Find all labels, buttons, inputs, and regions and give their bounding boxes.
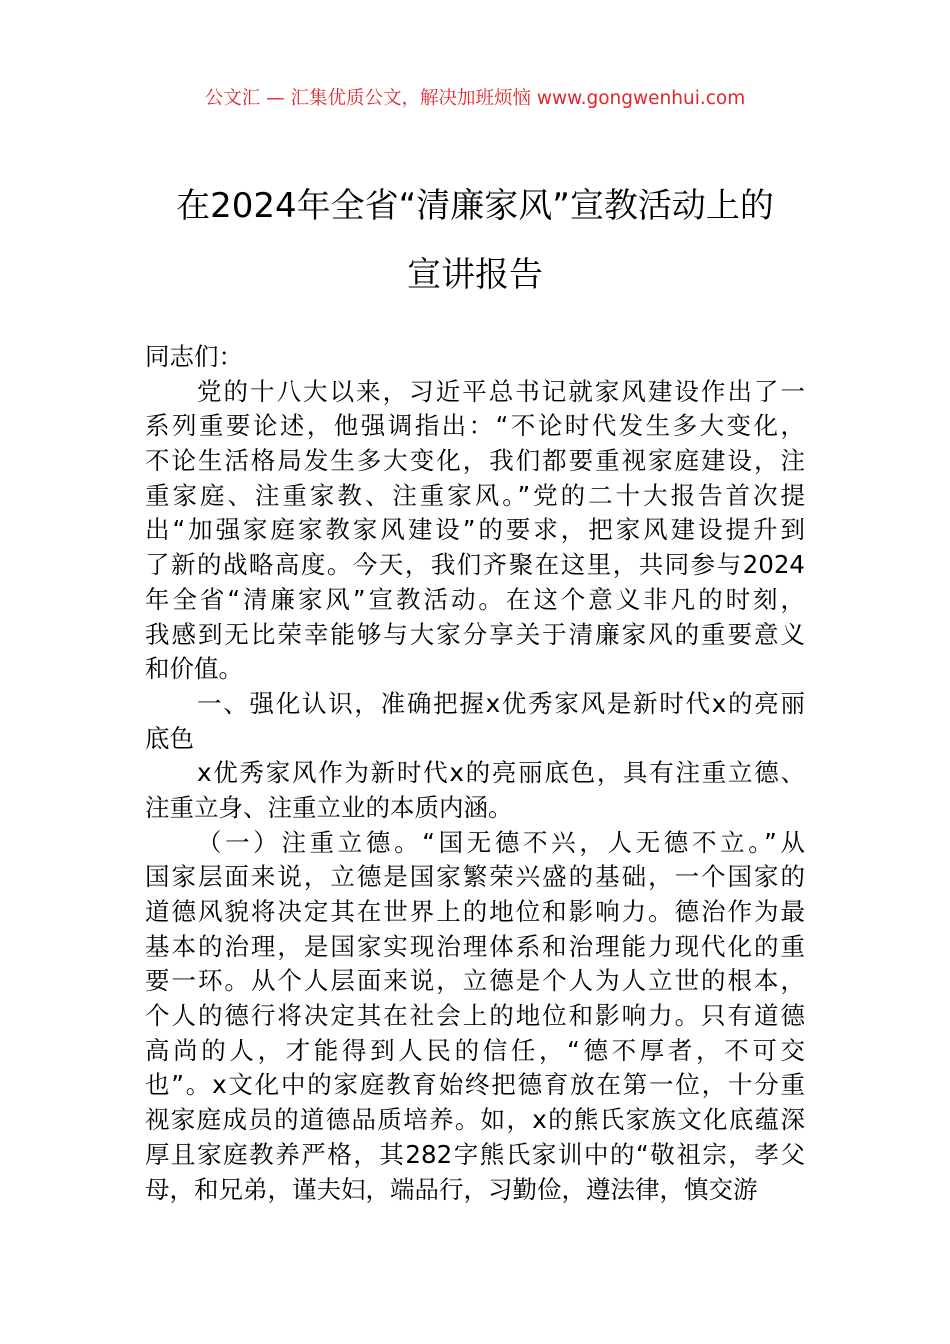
document-title [0,172,950,310]
text-line: 同志们： [145,342,243,371]
title-line: 在2024年全省“清廉家风”宣教活动上的 [176,186,774,226]
text-line: 和价值。 [145,654,243,684]
text-line: （一）注重立德。“国无德不兴，人无德不立。”从 [197,827,805,857]
text-line: 国家层面来说，立德是国家繁荣兴盛的基础，一个国家的 [145,862,805,892]
text-line: 高尚的人，才能得到人民的信任，“德不厚者，不可交 [145,1035,805,1065]
text-line: 道德风貌将决定其在世界上的地位和影响力。德治作为最 [145,897,805,926]
text-line: 厚且家庭教养严格，其282字熊氏家训中的“敬祖宗，孝父 [145,1139,805,1169]
watermark-header: 公文汇 — 汇集优质公文，解决加班烦恼 www.gongwenhui.com [204,88,746,109]
document-body [145,340,805,1207]
paragraph [145,756,805,825]
text-line: 了新的战略高度。今天，我们齐聚在这里，共同参与2024 [145,550,805,580]
text-line: 视家庭成员的道德品质培养。如，x的熊氏家族文化底蕴深 [145,1105,805,1135]
text-line: 不论生活格局发生多大变化，我们都要重视家庭建设，注 [145,446,805,476]
text-line: 要一环。从个人层面来说，立德是个人为人立世的根本， [145,966,805,996]
text-line: 出“加强家庭家教家风建设”的要求，把家风建设提升到 [145,515,805,545]
text-line: 母，和兄弟，谨夫妇，端品行，习勤俭，遵法律，慎交游 [145,1174,758,1204]
text-line: 注重立身、注重立业的本质内涵。 [145,792,513,822]
text-line: 系列重要论述，他强调指出：“不论时代发生多大变化， [145,411,805,441]
text-line: x优秀家风作为新时代x的亮丽底色，具有注重立德、 [197,758,805,788]
text-line: 年全省“清廉家风”宣教活动。在这个意义非凡的时刻， [145,584,805,614]
text-line: 基本的治理，是国家实现治理体系和治理能力现代化的重 [145,931,805,961]
paragraph [145,340,805,375]
text-line: 底色 [145,723,194,753]
text-line: 党的十八大以来，习近平总书记就家风建设作出了一 [197,376,805,406]
paragraph [145,375,805,687]
text-line: 我感到无比荣幸能够与大家分享关于清廉家风的重要意义 [145,619,805,649]
text-line: 一、强化认识，准确把握x优秀家风是新时代x的亮丽 [197,688,805,718]
text-line: 个人的德行将决定其在社会上的地位和影响力。只有道德 [145,1001,805,1031]
paragraph [145,687,805,756]
paragraph [145,826,805,1208]
title-line: 宣讲报告 [407,255,543,295]
text-line: 也”。x文化中的家庭教育始终把德育放在第一位，十分重 [145,1070,805,1100]
text-line: 重家庭、注重家教、注重家风。”党的二十大报告首次提 [145,480,805,510]
